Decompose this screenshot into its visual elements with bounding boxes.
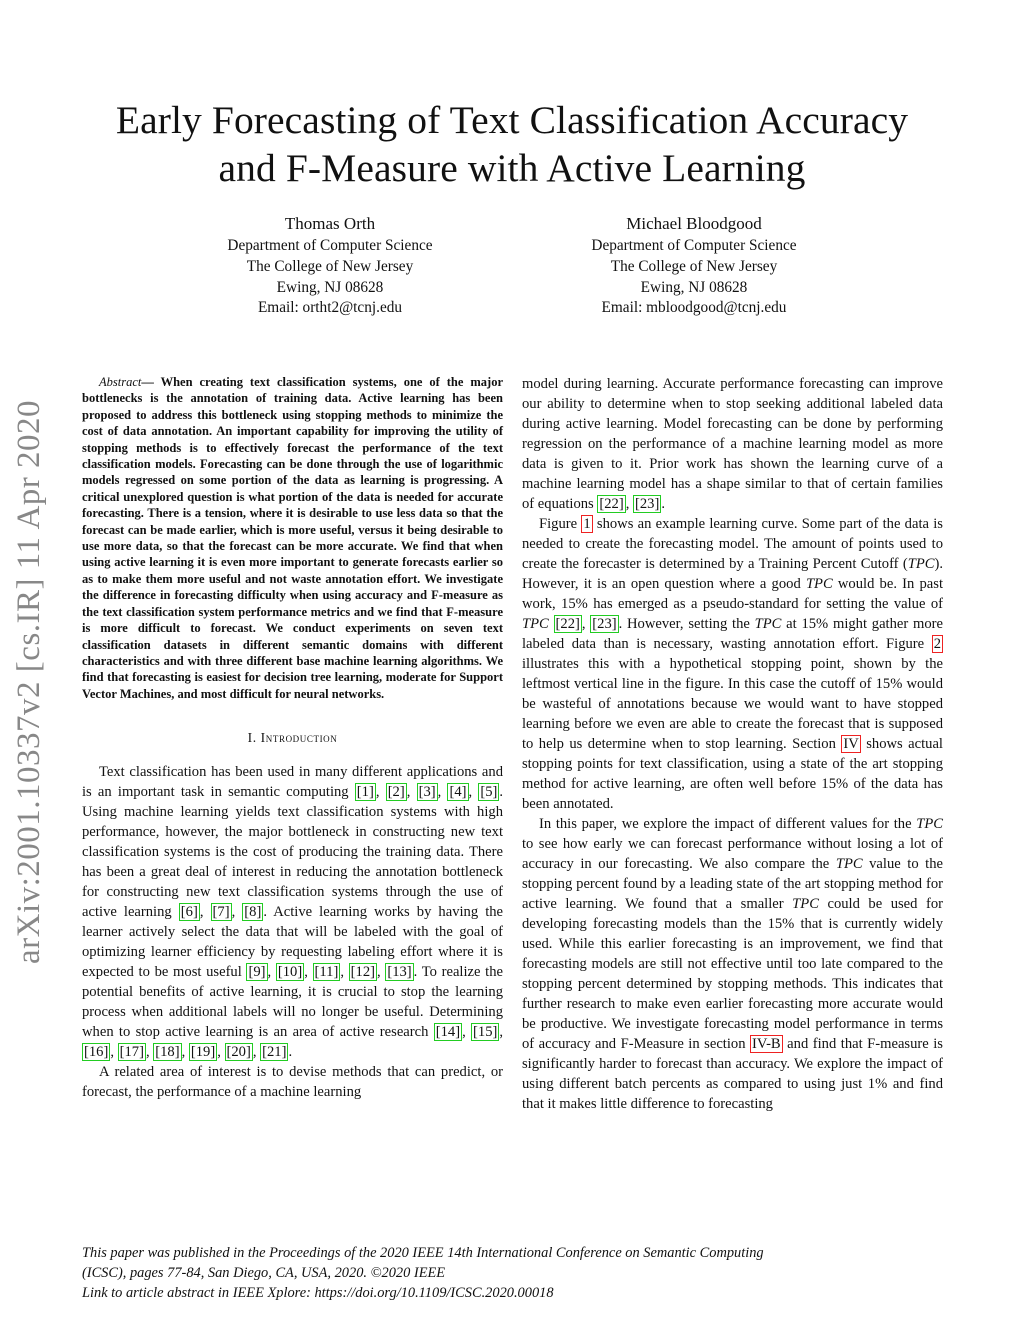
- citation-link[interactable]: [10]: [277, 964, 303, 981]
- citation-link[interactable]: [23]: [592, 616, 617, 632]
- text-run: ,: [499, 1024, 504, 1041]
- author-block-bloodgood: [494, 212, 894, 319]
- text-run: ,: [625, 496, 634, 512]
- intro-paragraph-2: A related area of interest is to devise methods that can predict, or forecast, the performance of a machine learning: [82, 1064, 503, 1101]
- math-tpc: TPC: [792, 896, 819, 912]
- author-name: Thomas Orth: [284, 214, 376, 233]
- left-column: [82, 374, 503, 1102]
- citation-link[interactable]: [5]: [480, 784, 498, 801]
- text-run: ,: [231, 904, 243, 921]
- citation-link[interactable]: [20]: [226, 1044, 251, 1061]
- citation-link[interactable]: [4]: [449, 784, 467, 801]
- math-tpc: TPC: [907, 556, 935, 572]
- text-run: ,: [145, 1044, 154, 1061]
- text-run: . However, setting the: [618, 616, 755, 632]
- citation-link[interactable]: [23]: [635, 496, 660, 512]
- arxiv-stamp: arXiv:2001.10337v2 [cs.IR] 11 Apr 2020: [11, 399, 47, 964]
- citation-link[interactable]: [22]: [599, 496, 624, 512]
- citation-link[interactable]: [15]: [473, 1024, 498, 1041]
- math-tpc: TPC: [805, 576, 833, 592]
- author-email: Email: mbloodgood@tcnj.edu: [601, 299, 787, 317]
- intro-paragraph-1: [82, 762, 503, 1062]
- text-run: ,: [267, 964, 276, 981]
- math-tpc: TPC: [835, 856, 863, 872]
- section-reference-link[interactable]: IV: [843, 736, 859, 752]
- citation-link[interactable]: [12]: [350, 964, 375, 981]
- text-run: ). However, it is an open question where a good: [522, 556, 943, 592]
- text-run: to see how early we can forecast performance without losing a lot of accuracy in our forecasting. We also compare the: [522, 836, 943, 872]
- text-run: ,: [468, 784, 479, 801]
- text-run: ,: [462, 1024, 472, 1041]
- author-department: Department of Computer Science: [591, 237, 797, 254]
- text-run: .: [288, 1044, 293, 1061]
- citation-link[interactable]: [16]: [84, 1044, 109, 1061]
- text-run: ,: [110, 1044, 118, 1061]
- citation-link[interactable]: [7]: [212, 904, 230, 921]
- math-tpc: TPC: [916, 816, 943, 832]
- text-run: [549, 616, 554, 632]
- text-run: . Using machine learning yields text classification systems with high performance, however, the major bottleneck in constructing new text classification systems is the cost of producing the training data. There has been a great deal of interest in reducing the annotation bottleneck for constructing new text classification systems through the use of active learning: [82, 784, 504, 921]
- abstract-text: When creating text classification systems, one of the major bottlenecks is the annotation of training data. Active learning has been proposed to address this bottleneck using stopping methods to minimize the cost of data annotation. An important capability for improving the utility of stopping methods is to effectively forecast the performance of the text classification models. Forecasting can be done through the use of logarithmic models regressed on some portion of the data as learning is progressing. A critical unexplored question is what portion of the data is needed for accurate forecasting. There is a tension, where it is desirable to use less data so that the forecast can be made earlier, which is more useful, versus it being desirable to use more data, so that the forecast can be more accurate. We find that when using active learning it is even more important to generate forecasts earlier so as to make them more useful and not waste annotation effort. We investigate the difference in forecasting difficulty when using accuracy and F-measure as the text classification system performance metrics and we find that F-measure is more difficult to forecast. We conduct experiments on seven text classification datasets in different semantic domains with different characteristics and with three different base machine learning algorithms. We find that forecasting is easiest for decision tree learning, moderate for Support Vector Machines, and most difficult for neural networks.: [82, 375, 503, 701]
- text-run: shows actual stopping points for text classification, using a state of the art stopping method for active learning, are often well before 15% of the data has been annotated.: [522, 736, 943, 812]
- author-block-orth: [130, 212, 530, 319]
- text-run: ,: [217, 1044, 225, 1061]
- text-run: value to the stopping percent found by a leading state of the art stopping method for active learning. We found that a smaller: [522, 856, 943, 912]
- text-run: ,: [581, 616, 591, 632]
- footnote-line-2: (ICSC), pages 77-84, San Diego, CA, USA, 2020. ©2020 IEEE: [82, 1265, 446, 1281]
- right-column: [522, 374, 943, 1114]
- text-run: ,: [340, 964, 349, 981]
- paper-title: [60, 96, 964, 192]
- text-run: would be. In past work, 15% has emerged as a pseudo-standard for setting the value of: [522, 576, 943, 612]
- text-run: ,: [437, 784, 448, 801]
- text-run: could be used for developing forecasting models than the 15% that is currently widely used. While this earlier forecasting is an improvement, we find that forecasting models are still not effective until too late compared to the stopping percent determined by stopping methods. This indicates that further research to make even earlier forecasting more accurate would be productive. We investigate forecasting model performance in terms of accuracy and F-Measure in section: [522, 896, 944, 1052]
- footnote-line-1: This paper was published in the Proceedings of the 2020 IEEE 14th International Conference on Semantic Computing: [82, 1245, 764, 1261]
- text-run: In this paper, we explore the impact of different values for the: [539, 816, 917, 832]
- text-run: . Active learning works by having the learner actively select the data that will be labeled with the goal of optimizing learner efficiency by requesting labeling effort where it is expected to be most useful: [82, 904, 504, 981]
- figure-reference-link[interactable]: 1: [583, 516, 591, 532]
- intro-paragraph-4: [522, 814, 943, 1114]
- text-run: Text classification has been used in many different applications and is an important task in semantic computing: [82, 764, 503, 801]
- author-department: Department of Computer Science: [227, 237, 433, 254]
- citation-link[interactable]: [9]: [248, 964, 266, 981]
- author-institution: The College of New Jersey: [246, 257, 414, 275]
- text-run: ,: [252, 1044, 261, 1061]
- text-run: . To realize the potential benefits of active learning, it is crucial to stop the learning process when additional labels will no longer be useful. Determining when to stop active learning is an area of active research: [82, 964, 504, 1041]
- citation-link[interactable]: [19]: [190, 1044, 216, 1061]
- text-run: ,: [304, 964, 313, 981]
- abstract: [82, 374, 503, 702]
- author-email: Email: ortht2@tcnj.edu: [257, 299, 403, 317]
- citation-link[interactable]: [13]: [387, 964, 412, 981]
- publication-footnote: [82, 1243, 962, 1303]
- author-institution: The College of New Jersey: [610, 257, 778, 275]
- footnote-line-3[interactable]: Link to article abstract in IEEE Xplore: https://doi.org/10.1109/ICSC.2020.00018: [82, 1285, 554, 1301]
- citation-link[interactable]: [3]: [418, 784, 436, 801]
- citation-link[interactable]: [8]: [244, 904, 262, 921]
- text-run: ,: [375, 784, 386, 801]
- author-location: Ewing, NJ 08628: [276, 278, 384, 296]
- section-reference-link[interactable]: IV-B: [752, 1036, 781, 1052]
- intro-paragraph-2-continued: [522, 374, 943, 514]
- abstract-dash: —: [141, 375, 154, 389]
- figure-reference-link[interactable]: 2: [933, 636, 941, 652]
- title-line-2: and F-Measure with Active Learning: [218, 146, 806, 190]
- text-run: ,: [406, 784, 417, 801]
- citation-link[interactable]: [14]: [435, 1024, 461, 1041]
- section-heading-introduction: I. Introduction: [247, 730, 338, 746]
- abstract-label: Abstract: [99, 375, 142, 389]
- text-run: ,: [376, 964, 386, 981]
- title-line-1: Early Forecasting of Text Classification Accuracy: [115, 98, 909, 142]
- text-run: .: [661, 496, 665, 512]
- citation-link[interactable]: [11]: [314, 964, 339, 981]
- citation-link[interactable]: [17]: [119, 1044, 144, 1061]
- text-run: model during learning. Accurate performance forecasting can improve our ability to determine when to stop seeking additional labeled data during active learning. Model forecasting can be done by performing regression on the performance of a machine learning model as more data is given to it. Prior work has shown the learning curve of a machine learning model has a shape similar to that of certain families of equations: [522, 376, 943, 512]
- text-run: at 15% might gather more labeled data than is necessary, wasting annotation effort. Figure: [522, 616, 944, 652]
- author-name: Michael Bloodgood: [626, 214, 762, 233]
- citation-link[interactable]: [22]: [555, 616, 580, 632]
- text-run: ,: [181, 1044, 189, 1061]
- text-run: shows an example learning curve. Some part of the data is needed to create the forecasting model. The amount of points used to create the forecaster is determined by a Training Percent Cutoff (: [522, 516, 943, 572]
- citation-link[interactable]: [2]: [387, 784, 405, 801]
- math-tpc: TPC: [754, 616, 782, 632]
- intro-paragraph-3: [522, 514, 943, 814]
- citation-link[interactable]: [1]: [356, 784, 374, 801]
- author-location: Ewing, NJ 08628: [640, 278, 748, 296]
- citation-link[interactable]: [21]: [262, 1044, 287, 1061]
- citation-link[interactable]: [6]: [180, 904, 198, 921]
- text-run: and find that F-measure is significantly harder to forecast than accuracy. We explore the impact of using different batch percents as compared to using just 1% and find that it makes little difference to forecasting: [522, 1036, 943, 1112]
- math-tpc: TPC: [522, 616, 549, 632]
- text-run: Figure: [539, 516, 582, 532]
- text-run: illustrates this with a hypothetical stopping point, shown by the leftmost vertical line in the figure. In this case the cutoff of 15% would be wasteful of annotations because we would want to have stopped learning before we even are able to create the forecast that is supposed to help us determine when to stop learning. Section: [522, 656, 943, 752]
- citation-link[interactable]: [18]: [155, 1044, 180, 1061]
- text-run: ,: [199, 904, 211, 921]
